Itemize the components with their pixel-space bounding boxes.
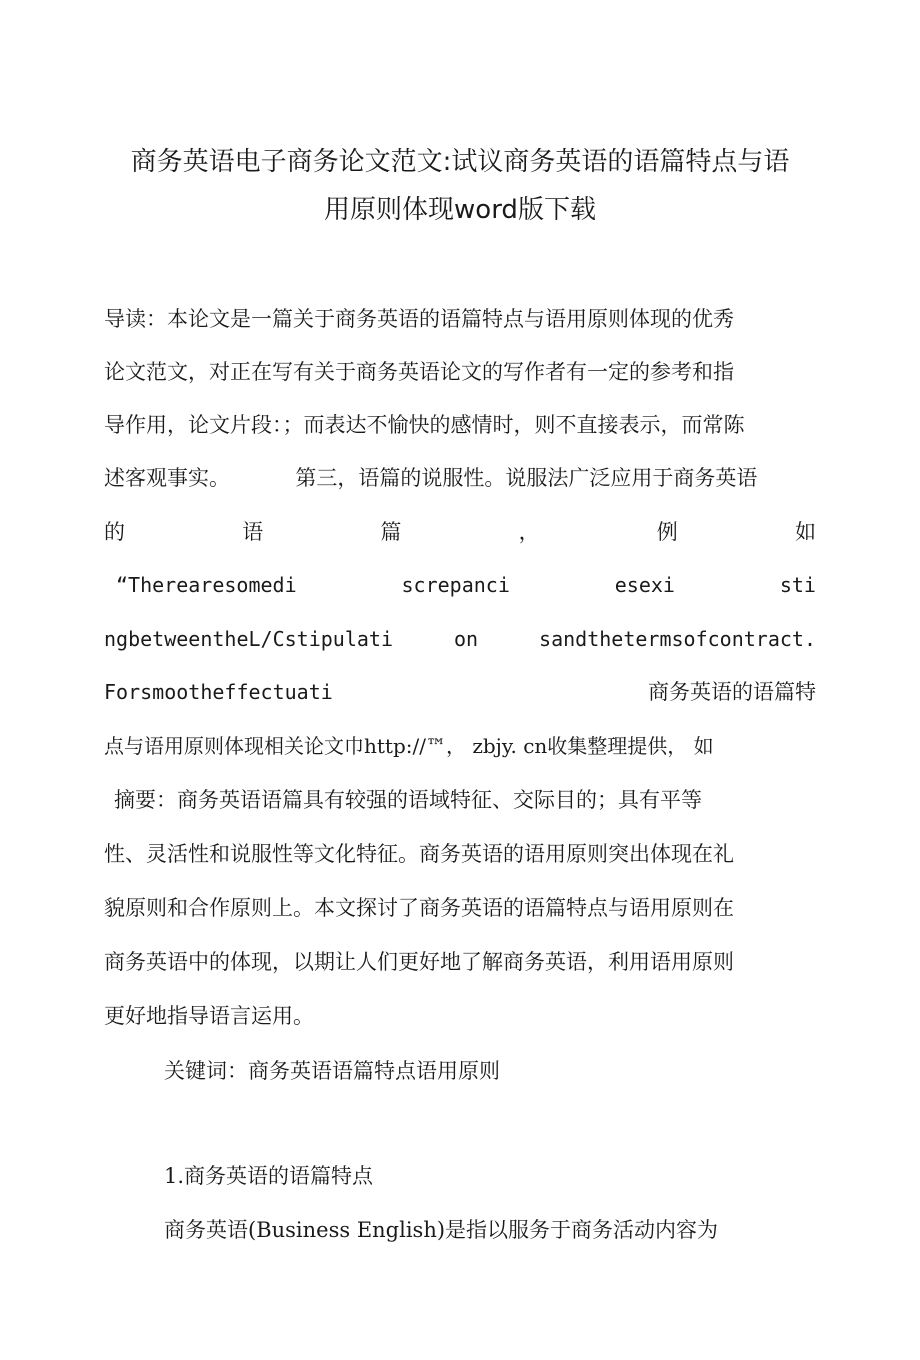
abstract-line-4: 商务英语中的体现，以期让人们更好地了解商务英语，利用语用原则 — [104, 950, 734, 974]
lead-line-6-word: screpanci — [401, 573, 510, 597]
lead-line-5-word: 如 — [794, 520, 816, 544]
lead-line-5-word: 的 — [104, 520, 125, 544]
title-line-2: 用原则体现word版下载 — [324, 195, 596, 225]
lead-line-4 — [104, 463, 757, 493]
lead-line-7-word: on — [453, 627, 479, 651]
lead-line-8-right: 商务英语的语篇特 — [648, 680, 816, 704]
abstract-line-1: 摘要：商务英语语篇具有较强的语域特征、交际目的；具有平等 — [114, 788, 702, 812]
lead-line-6 — [116, 570, 816, 600]
lead-line-2: 论文范文，对正在写有关于商务英语论文的写作者有一定的参考和指 — [104, 360, 734, 384]
lead-line-4-right: 第三，语篇的说服性。说服法广泛应用于商务英语 — [295, 466, 758, 490]
lead-line-5-word: 例 — [656, 520, 678, 544]
lead-line-6-word: esexi — [614, 573, 675, 597]
title-line-1: 商务英语电子商务论文范文:试议商务英语的语篇特点与语 — [130, 147, 790, 177]
keywords: 关键词：商务英语语篇特点语用原则 — [164, 1059, 500, 1083]
lead-line-8-left: Forsmootheffectuati — [104, 680, 333, 704]
section-paragraph: 商务英语(Business English)是指以服务于商务活动内容为 — [164, 1218, 719, 1242]
lead-line-3: 导作用，论文片段：；而表达不愉快的感情时，则不直接表示，而常陈 — [104, 413, 745, 437]
document-title — [100, 138, 820, 234]
lead-line-5 — [104, 517, 816, 547]
abstract-line-3: 貌原则和合作原则上。本文探讨了商务英语的语篇特点与语用原则在 — [104, 896, 734, 920]
abstract-line-5: 更好地指导语言运用。 — [104, 1004, 314, 1028]
lead-line-6-word: sti — [779, 573, 816, 597]
abstract-line-2: 性、灵活性和说服性等文化特征。商务英语的语用原则突出体现在礼 — [104, 842, 734, 866]
section-heading: 1.商务英语的语篇特点 — [164, 1164, 374, 1188]
lead-line-8 — [104, 677, 816, 707]
lead-line-7-word: ngbetweentheL/Cstipulati — [104, 627, 393, 651]
lead-line-4-left: 述客观事实。 — [104, 466, 230, 490]
lead-line-5-word: ， — [518, 520, 540, 544]
lead-line-7 — [104, 624, 816, 654]
lead-line-5-word: 篇 — [380, 520, 402, 544]
lead-line-9: 点与语用原则体现相关论文巾http://™， zbjy. cn收集整理提供， 如 — [104, 734, 714, 758]
lead-line-6-word: “Therearesomedi — [116, 573, 297, 597]
lead-line-1: 导读：本论文是一篇关于商务英语的语篇特点与语用原则体现的优秀 — [104, 307, 734, 331]
lead-line-5-word: 语 — [242, 520, 264, 544]
lead-line-7-word: sandthetermsofcontract. — [539, 627, 816, 651]
